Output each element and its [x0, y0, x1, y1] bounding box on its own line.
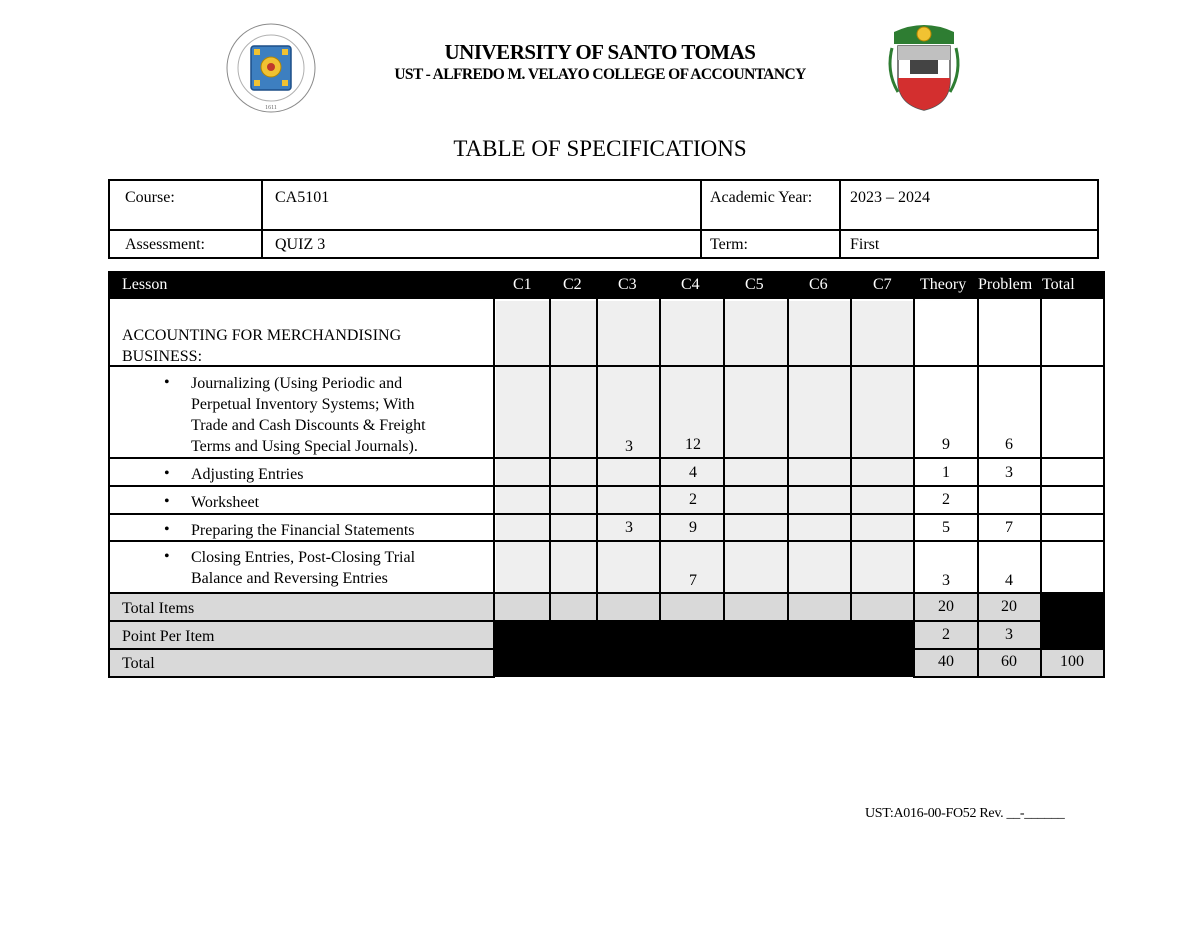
bullet-icon: •: [164, 493, 170, 510]
point-per-item-theory: 2: [942, 626, 950, 643]
row4-c4: 9: [689, 519, 697, 536]
total-theory: 40: [938, 653, 954, 670]
lesson-journalizing-line-1: Journalizing (Using Periodic and: [191, 375, 403, 392]
header-c4: C4: [681, 276, 700, 293]
bullet-icon: •: [164, 465, 170, 482]
lesson-journalizing-line-2: Perpetual Inventory Systems; With: [191, 396, 415, 413]
header-c5: C5: [745, 276, 764, 293]
lesson-closing-entries-line-1: Closing Entries, Post-Closing Trial: [191, 549, 416, 566]
bullet-icon: •: [164, 521, 170, 538]
table-header-row: [108, 271, 1105, 299]
course-value: CA5101: [275, 189, 330, 206]
course-info-table: [108, 179, 1099, 259]
header-c7: C7: [873, 276, 892, 293]
header-theory: Theory: [920, 276, 967, 293]
header-c1: C1: [513, 276, 532, 293]
lesson-journalizing-line-4: Terms and Using Special Journals).: [191, 438, 418, 455]
row5-problem: 4: [1005, 572, 1013, 589]
bullet-icon: •: [164, 548, 170, 565]
total-items-problem: 20: [1001, 598, 1017, 615]
row5-c4: 7: [689, 572, 697, 589]
point-per-item-label: Point Per Item: [122, 628, 215, 645]
total-label: Total: [122, 655, 155, 672]
lesson-worksheet: Worksheet: [191, 494, 260, 511]
specification-table: [108, 271, 1105, 678]
row4-c3: 3: [625, 519, 633, 536]
total-problem: 60: [1001, 653, 1017, 670]
assessment-label: Assessment:: [125, 236, 205, 253]
academic-year-label: Academic Year:: [710, 189, 813, 206]
row1-c3: 3: [625, 438, 633, 455]
row1-c4: 12: [685, 436, 701, 453]
total-items-theory: 20: [938, 598, 954, 615]
total-items-label: Total Items: [122, 600, 195, 617]
form-code: UST:A016-00-FO52 Rev. __-______: [865, 806, 1065, 821]
lesson-adjusting-entries: Adjusting Entries: [191, 466, 304, 483]
lesson-financial-statements: Preparing the Financial Statements: [191, 522, 415, 539]
assessment-value: QUIZ 3: [275, 236, 326, 253]
row3-c4: 2: [689, 491, 697, 508]
lesson-closing-entries-line-2: Balance and Reversing Entries: [191, 570, 388, 587]
point-per-item-problem: 3: [1005, 626, 1013, 643]
row2-theory: 1: [942, 464, 950, 481]
header-problem: Problem: [978, 276, 1033, 293]
row3-theory: 2: [942, 491, 950, 508]
section-title: ACCOUNTING FOR MERCHANDISING BUSINESS:: [122, 327, 402, 365]
bullet-icon: •: [164, 374, 170, 391]
row1-problem: 6: [1005, 436, 1013, 453]
header-total: Total: [1042, 276, 1075, 293]
term-value: First: [850, 236, 880, 253]
seal-year: 1611: [265, 105, 277, 111]
row4-problem: 7: [1005, 519, 1013, 536]
row4-theory: 5: [942, 519, 950, 536]
row1-theory: 9: [942, 436, 950, 453]
row2-problem: 3: [1005, 464, 1013, 481]
academic-year-value: 2023 – 2024: [850, 189, 930, 206]
row2-c4: 4: [689, 464, 697, 481]
header-c3: C3: [618, 276, 637, 293]
header-c6: C6: [809, 276, 828, 293]
lesson-journalizing-line-3: Trade and Cash Discounts & Freight: [191, 417, 426, 434]
course-label: Course:: [125, 189, 175, 206]
document-title: TABLE OF SPECIFICATIONS: [453, 136, 747, 161]
university-name: UNIVERSITY OF SANTO TOMAS: [444, 40, 756, 64]
college-crest-logo: [884, 22, 964, 112]
total-overall: 100: [1060, 653, 1084, 670]
header-c2: C2: [563, 276, 582, 293]
header-lesson: Lesson: [122, 276, 168, 293]
term-label: Term:: [710, 236, 748, 253]
row5-theory: 3: [942, 572, 950, 589]
college-name: UST - ALFREDO M. VELAYO COLLEGE OF ACCOUNTANCY: [394, 66, 806, 83]
